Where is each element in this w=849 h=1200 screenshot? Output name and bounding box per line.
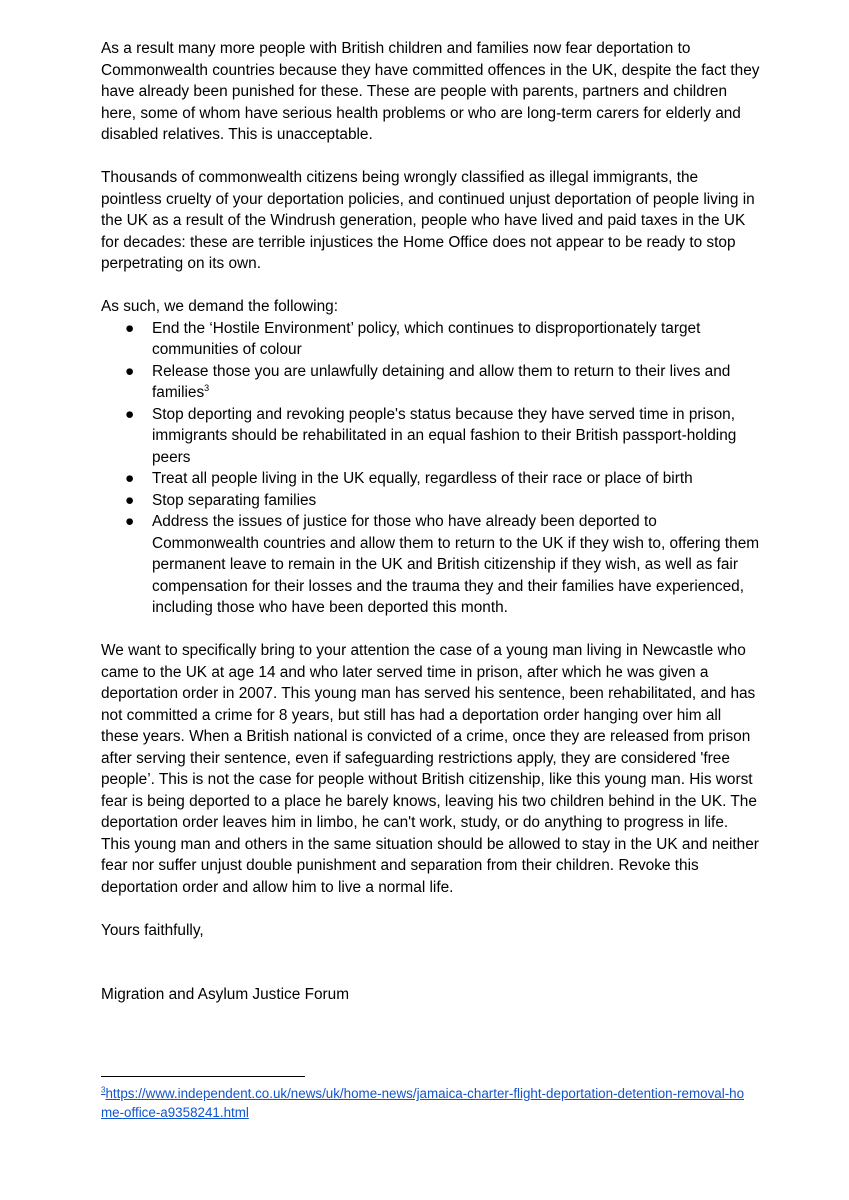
demand-text: End the ‘Hostile Environment’ policy, which continues to disproportionately target communities of colour <box>152 319 701 358</box>
list-item <box>101 361 761 404</box>
bullet-icon: ● <box>125 491 135 509</box>
demand-text: Address the issues of justice for those who have already been deported to Commonwealth countries and allow them to return to the UK if they wish to, offering them permanent leave to remain in the UK and British citizenship if they wish, as well as fair compensation for their losses and the trauma they and their families have experienced, including those who have been deported this month. <box>152 513 760 616</box>
list-item <box>101 511 761 619</box>
demand-text: Stop deporting and revoking people's status because they have served time in prison, immigrants should be rehabilitated in an equal fashion to their British passport-holding peers <box>152 405 737 466</box>
paragraph-injustices: Thousands of commonwealth citizens being wrongly classified as illegal immigrants, the pointless cruelty of your deportation policies, and continued unjust deportation of people living in the UK as a result of the Windrush generation, people who have lived and paid taxes in the UK for decades: these are terrible injustices the Home Office does not appear to be ready to stop perpetrating on its own. <box>101 169 755 272</box>
closing: Yours faithfully, <box>101 921 204 939</box>
paragraph-case-description: We want to specifically bring to your attention the case of a young man living in Newcastle who came to the UK at age 14 and who later served time in prison, after which he was given a deportation order in 2007. This young man has served his sentence, been rehabilitated, and has not committed a crime for 8 years, but still has had a deportation order hanging over him all these years. When a British national is convicted of a crime, once they are released from prison after serving their sentence, even if safeguarding restrictions apply, they are considered 'free people’. This is not the case for people without British citizenship, like this young man. His worst fear is being deported to a place he barely knows, leaving his two children behind in the UK. The deportation order leaves him in limbo, he can't work, study, or do anything to progress in life. This young man and others in the same situation should be allowed to stay in the UK and neither fear nor suffer unjust double punishment and separation from their children. Revoke this deportation order and allow him to live a normal life. <box>101 642 759 896</box>
list-item <box>101 318 761 361</box>
bullet-icon: ● <box>125 362 135 380</box>
footnote-reference[interactable]: 3 <box>204 382 210 393</box>
demand-text: Release those you are unlawfully detaining and allow them to return to their lives and families <box>152 362 731 401</box>
list-item <box>101 404 761 469</box>
demand-text: Stop separating families <box>152 491 317 509</box>
bullet-icon: ● <box>125 319 135 337</box>
bullet-icon: ● <box>125 513 135 530</box>
footnote-marker[interactable]: 3 <box>101 1085 106 1095</box>
demands-intro: As such, we demand the following: <box>101 298 338 315</box>
bullet-icon: ● <box>125 470 135 487</box>
signature: Migration and Asylum Justice Forum <box>101 986 350 1003</box>
demand-text: Treat all people living in the UK equally, regardless of their race or place of birth <box>152 470 693 487</box>
footnote-divider <box>101 1076 305 1077</box>
list-item <box>101 468 761 490</box>
bullet-icon: ● <box>125 405 135 423</box>
demands-list <box>101 318 761 619</box>
footnote <box>101 1084 751 1122</box>
list-item <box>101 490 761 512</box>
footnote-link[interactable]: https://www.independent.co.uk/news/uk/home-news/jamaica-charter-flight-deportation-detention-removal-home-office-a9358241.html <box>101 1086 745 1120</box>
letter-body <box>101 38 761 1006</box>
paragraph-deportation-fear: As a result many more people with British children and families now fear deportation to Commonwealth countries because they have committed offences in the UK, despite the fact they have already been punished for these. These are people with parents, partners and children here, some of whom have serious health problems or who are long-term carers for elderly and disabled relatives. This is unacceptable. <box>101 40 760 143</box>
